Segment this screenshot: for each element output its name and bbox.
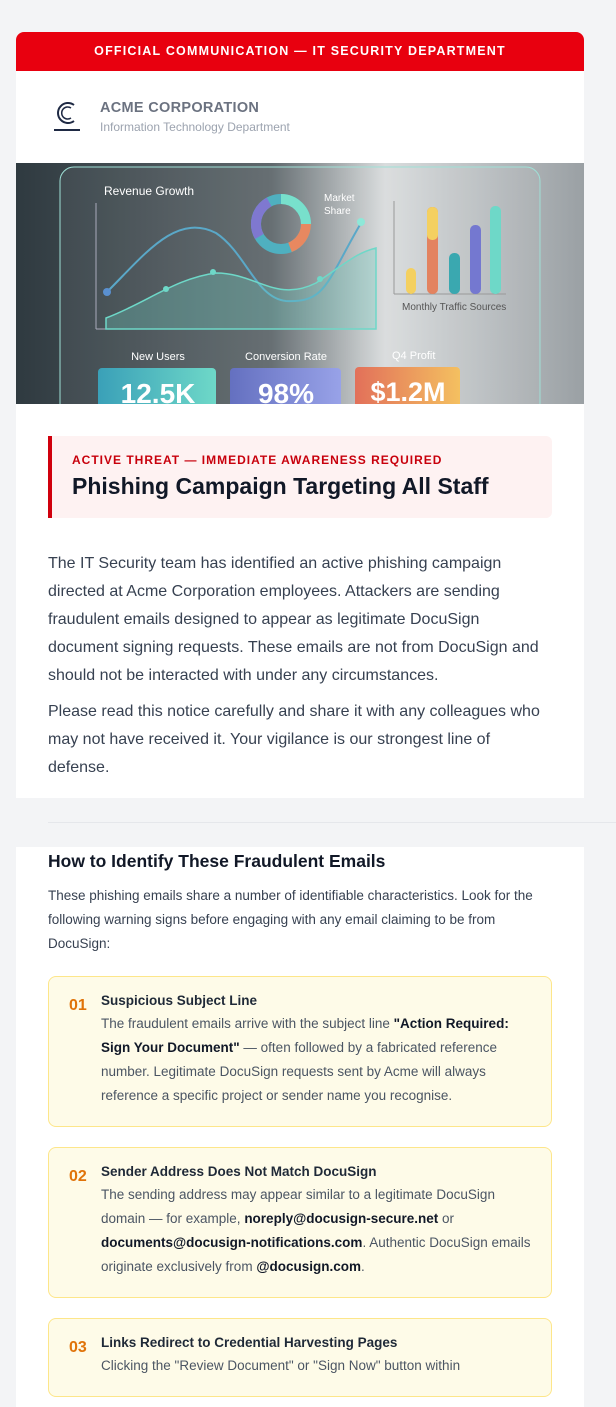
kpi-value-conversion: 98% — [257, 378, 315, 404]
section-intro: These phishing emails share a number of identifiable characteristics. Look for the following warning signs before engaging with any email claiming to be from DocuSign: — [48, 888, 533, 951]
notice-card — [16, 32, 584, 798]
notice-body — [48, 550, 552, 790]
body-paragraph: The IT Security team has identified an active phishing campaign directed at Acme Corporation employees. Attackers are sending fraudulent emails designed to appear as legitimate DocuSign document signing requests. These emails are not from DocuSign and should not be interacted with under any circumstances. — [48, 555, 539, 684]
item-description: Clicking the "Review Document" or "Sign Now" button within — [101, 1358, 461, 1373]
kpi-value-new-users: 12.5K — [120, 378, 196, 404]
official-banner: OFFICIAL COMMUNICATION — IT SECURITY DEPARTMENT — [16, 32, 584, 71]
warning-sign-item — [48, 1318, 552, 1397]
section-divider — [48, 822, 616, 823]
hero-market-label-2: Share — [324, 206, 351, 217]
org-header — [16, 71, 584, 163]
hero-revenue-label: Revenue Growth — [104, 184, 195, 198]
warning-sign-item — [48, 1147, 552, 1298]
identify-card — [16, 847, 584, 1407]
kpi-label-profit: Q4 Profit — [392, 350, 436, 362]
section-title: How to Identify These Fraudulent Emails — [48, 851, 386, 871]
alert-kicker: ACTIVE THREAT — IMMEDIATE AWARENESS REQUIRED — [72, 453, 443, 467]
alert-title: Phishing Campaign Targeting All Staff — [72, 473, 489, 499]
dept-name: Information Technology Department — [100, 120, 290, 134]
item-description: The sending address may appear similar to a legitimate DocuSign domain — for example, noreply@docusign-secure.net or documents@docusign-notifications.com. Authentic DocuSign emails originate exclusively from @docusign.com. — [101, 1187, 531, 1274]
item-title: Links Redirect to Credential Harvesting Pages — [101, 1335, 398, 1350]
item-number: 02 — [69, 1168, 87, 1185]
hero-image — [16, 163, 584, 404]
org-name: ACME CORPORATION — [100, 100, 260, 116]
company-logo — [52, 97, 82, 137]
kpi-value-profit: $1.2M — [370, 377, 446, 404]
item-description: The fraudulent emails arrive with the subject line "Action Required: Sign Your Document" — often followed by a fabricated reference number. Legitimate DocuSign requests sent by Acme will always reference a specific project or sender name you recognise. — [101, 1016, 509, 1103]
item-number: 01 — [69, 997, 87, 1014]
kpi-label-new-users: New Users — [131, 351, 185, 363]
warning-sign-item — [48, 976, 552, 1127]
item-title: Sender Address Does Not Match DocuSign — [101, 1164, 377, 1179]
kpi-label-conversion: Conversion Rate — [245, 351, 327, 363]
item-title: Suspicious Subject Line — [101, 993, 258, 1008]
threat-alert — [48, 436, 552, 518]
hero-traffic-label: Monthly Traffic Sources — [402, 302, 507, 313]
hero-market-label-1: Market — [324, 193, 355, 204]
item-number: 03 — [69, 1339, 87, 1356]
body-paragraph: Please read this notice carefully and share it with any colleagues who may not have received it. Your vigilance is our strongest line of defense. — [48, 703, 540, 776]
